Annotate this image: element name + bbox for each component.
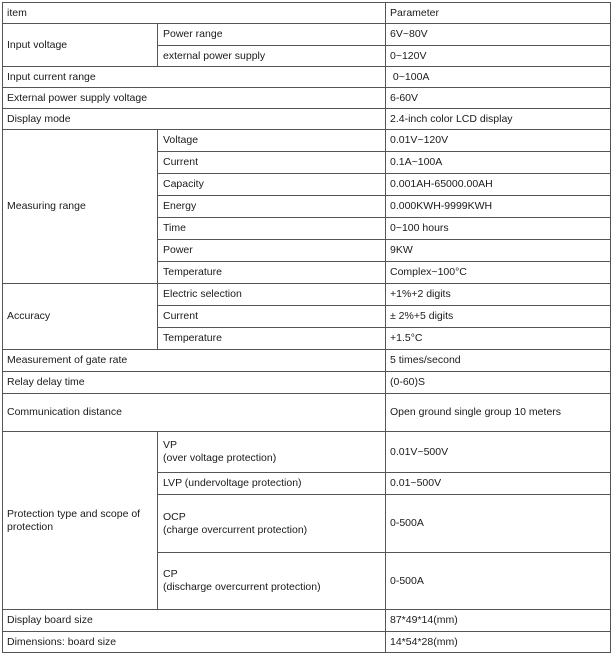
display-board-size-label: Display board size (3, 610, 386, 632)
protection-label-line1: Protection type and scope of (7, 507, 141, 520)
input-current-range-label: Input current range (3, 67, 386, 88)
input-voltage-external-value: 0~120V (386, 46, 611, 67)
protection-lvp-label: LVP (undervoltage protection) (158, 473, 386, 495)
display-board-size-value: 87*49*14(mm) (386, 610, 611, 632)
table-row (3, 284, 611, 306)
header-item: item (3, 3, 386, 24)
input-current-range-value: 0~100A (386, 67, 611, 88)
display-mode-label: Display mode (3, 109, 386, 130)
table-row (3, 67, 611, 88)
protection-vp-label (158, 432, 386, 473)
protection-vp-line1: VP (163, 439, 178, 451)
spec-table (2, 2, 611, 653)
protection-vp-line2: (over voltage protection) (163, 452, 277, 464)
gate-rate-value: 5 times/second (386, 350, 611, 372)
table-row (3, 350, 611, 372)
table-row (3, 24, 611, 46)
protection-ocp-line2: (charge overcurrent protection) (163, 523, 308, 536)
measuring-time-label: Time (158, 218, 386, 240)
dimensions-value: 14*54*28(mm) (386, 632, 611, 653)
gate-rate-label: Measurement of gate rate (3, 350, 386, 372)
communication-label: Communication distance (3, 394, 386, 432)
measuring-temperature-value: Complex~100°C (386, 262, 611, 284)
protection-cp-value: 0-500A (386, 553, 611, 610)
input-voltage-power-range-label: Power range (158, 24, 386, 46)
measuring-energy-value: 0.000KWH-9999KWH (386, 196, 611, 218)
table-row (3, 394, 611, 432)
table-row (3, 88, 611, 109)
relay-delay-value: (0-60)S (386, 372, 611, 394)
measuring-power-value: 9KW (386, 240, 611, 262)
external-supply-voltage-value: 6-60V (386, 88, 611, 109)
protection-ocp-line1: OCP (163, 510, 186, 523)
input-voltage-external-label: external power supply (158, 46, 386, 67)
protection-label-line2: protection (7, 520, 54, 533)
accuracy-label: Accuracy (3, 284, 158, 350)
measuring-voltage-value: 0.01V~120V (386, 130, 611, 152)
communication-value: Open ground single group 10 meters (386, 394, 611, 432)
table-row (3, 372, 611, 394)
accuracy-electric-label: Electric selection (158, 284, 386, 306)
header-parameter: Parameter (386, 3, 611, 24)
measuring-temperature-label: Temperature (158, 262, 386, 284)
accuracy-current-value: ± 2%+5 digits (386, 306, 611, 328)
table-row (3, 109, 611, 130)
table-row (3, 610, 611, 632)
table-row (3, 432, 611, 473)
measuring-capacity-value: 0.001AH-65000.00AH (386, 174, 611, 196)
input-voltage-label: Input voltage (3, 24, 158, 67)
header-row (3, 3, 611, 24)
table-row (3, 130, 611, 152)
protection-vp-value: 0.01V~500V (386, 432, 611, 473)
protection-lvp-value: 0.01~500V (386, 473, 611, 495)
accuracy-temperature-value: +1.5°C (386, 328, 611, 350)
protection-ocp-label (158, 495, 386, 553)
protection-ocp-value: 0-500A (386, 495, 611, 553)
protection-cp-line1: CP (163, 568, 178, 580)
protection-cp-label (158, 553, 386, 610)
measuring-time-value: 0~100 hours (386, 218, 611, 240)
display-mode-value: 2.4-inch color LCD display (386, 109, 611, 130)
measuring-current-label: Current (158, 152, 386, 174)
relay-delay-label: Relay delay time (3, 372, 386, 394)
measuring-voltage-label: Voltage (158, 130, 386, 152)
measuring-power-label: Power (158, 240, 386, 262)
measuring-range-label: Measuring range (3, 130, 158, 284)
table-row (3, 632, 611, 653)
protection-label (3, 432, 158, 610)
input-voltage-power-range-value: 6V~80V (386, 24, 611, 46)
accuracy-electric-value: +1%+2 digits (386, 284, 611, 306)
accuracy-temperature-label: Temperature (158, 328, 386, 350)
accuracy-current-label: Current (158, 306, 386, 328)
protection-cp-line2: (discharge overcurrent protection) (163, 581, 321, 593)
measuring-current-value: 0.1A~100A (386, 152, 611, 174)
dimensions-label: Dimensions: board size (3, 632, 386, 653)
measuring-capacity-label: Capacity (158, 174, 386, 196)
measuring-energy-label: Energy (158, 196, 386, 218)
external-supply-voltage-label: External power supply voltage (3, 88, 386, 109)
